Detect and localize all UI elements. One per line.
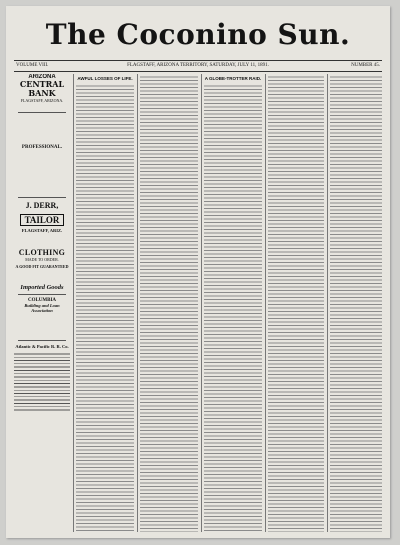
professional-header: PROFESSIONAL.	[21, 145, 63, 151]
timetable	[14, 351, 70, 411]
professional-cards	[14, 150, 70, 194]
article-text	[140, 74, 198, 532]
volume-label: VOLUME VIII.	[16, 63, 49, 68]
article-text	[76, 83, 134, 533]
clothing-heading: CLOTHING	[18, 248, 66, 258]
dateline-bar	[14, 60, 382, 72]
rule	[18, 294, 66, 295]
news-column-3	[204, 74, 262, 532]
masthead: The Coconino Sun.	[45, 18, 351, 51]
rule	[18, 340, 66, 341]
news-column-5	[330, 74, 382, 532]
columbia-ad	[14, 298, 70, 337]
imported-goods: Imported Goods	[20, 284, 64, 292]
tailor-copy-2	[14, 271, 70, 281]
newspaper-page	[6, 6, 390, 538]
advertisement-column	[14, 74, 70, 532]
article-text	[330, 74, 382, 532]
headline-awful-losses: AWFUL LOSSES OF LIFE.	[77, 76, 133, 81]
column-rule	[201, 74, 202, 532]
bank-copy	[14, 105, 70, 109]
issue-number: NUMBER 45.	[351, 63, 380, 68]
news-column-4	[268, 74, 324, 532]
news-column-1	[76, 74, 134, 532]
tailor-city: FLAGSTAFF, ARIZ.	[21, 228, 63, 234]
article-text	[268, 74, 324, 532]
column-rule	[73, 74, 74, 532]
columbia-heading: COLUMBIA	[27, 298, 57, 304]
rule	[18, 197, 66, 198]
bank-name: CENTRAL BANK	[19, 79, 65, 98]
railroad-ad	[14, 344, 70, 411]
column-rule	[265, 74, 266, 532]
news-column-2	[140, 74, 198, 532]
tailor-copy	[14, 235, 70, 245]
tailor-word: TAILOR	[20, 214, 65, 226]
railroad-heading: Atlantic & Pacific R. R. Co.	[15, 344, 69, 350]
columbia-copy	[14, 315, 70, 337]
ad-copy	[14, 116, 70, 142]
made-to-order: MADE TO ORDER.	[25, 257, 59, 263]
fit-guaranteed: A GOOD FIT GUARANTEED	[15, 264, 69, 270]
tailor-ad	[14, 201, 70, 291]
tailor-name: J. DERR,	[25, 201, 59, 211]
bank-ad	[14, 74, 70, 109]
column-rule	[327, 74, 328, 532]
headline-raid: A GLOBE-TROTTER RAID.	[204, 76, 262, 81]
rule	[18, 112, 66, 113]
article-text	[204, 83, 262, 533]
bank-state: ARIZONA	[28, 74, 56, 80]
column-rule	[137, 74, 138, 532]
place-date: FLAGSTAFF, ARIZONA TERRITORY, SATURDAY, JULY 11, 1891.	[127, 63, 269, 68]
bank-city: FLAGSTAFF, ARIZONA.	[20, 98, 64, 103]
building-loan: Building and Loan Association	[24, 303, 60, 314]
